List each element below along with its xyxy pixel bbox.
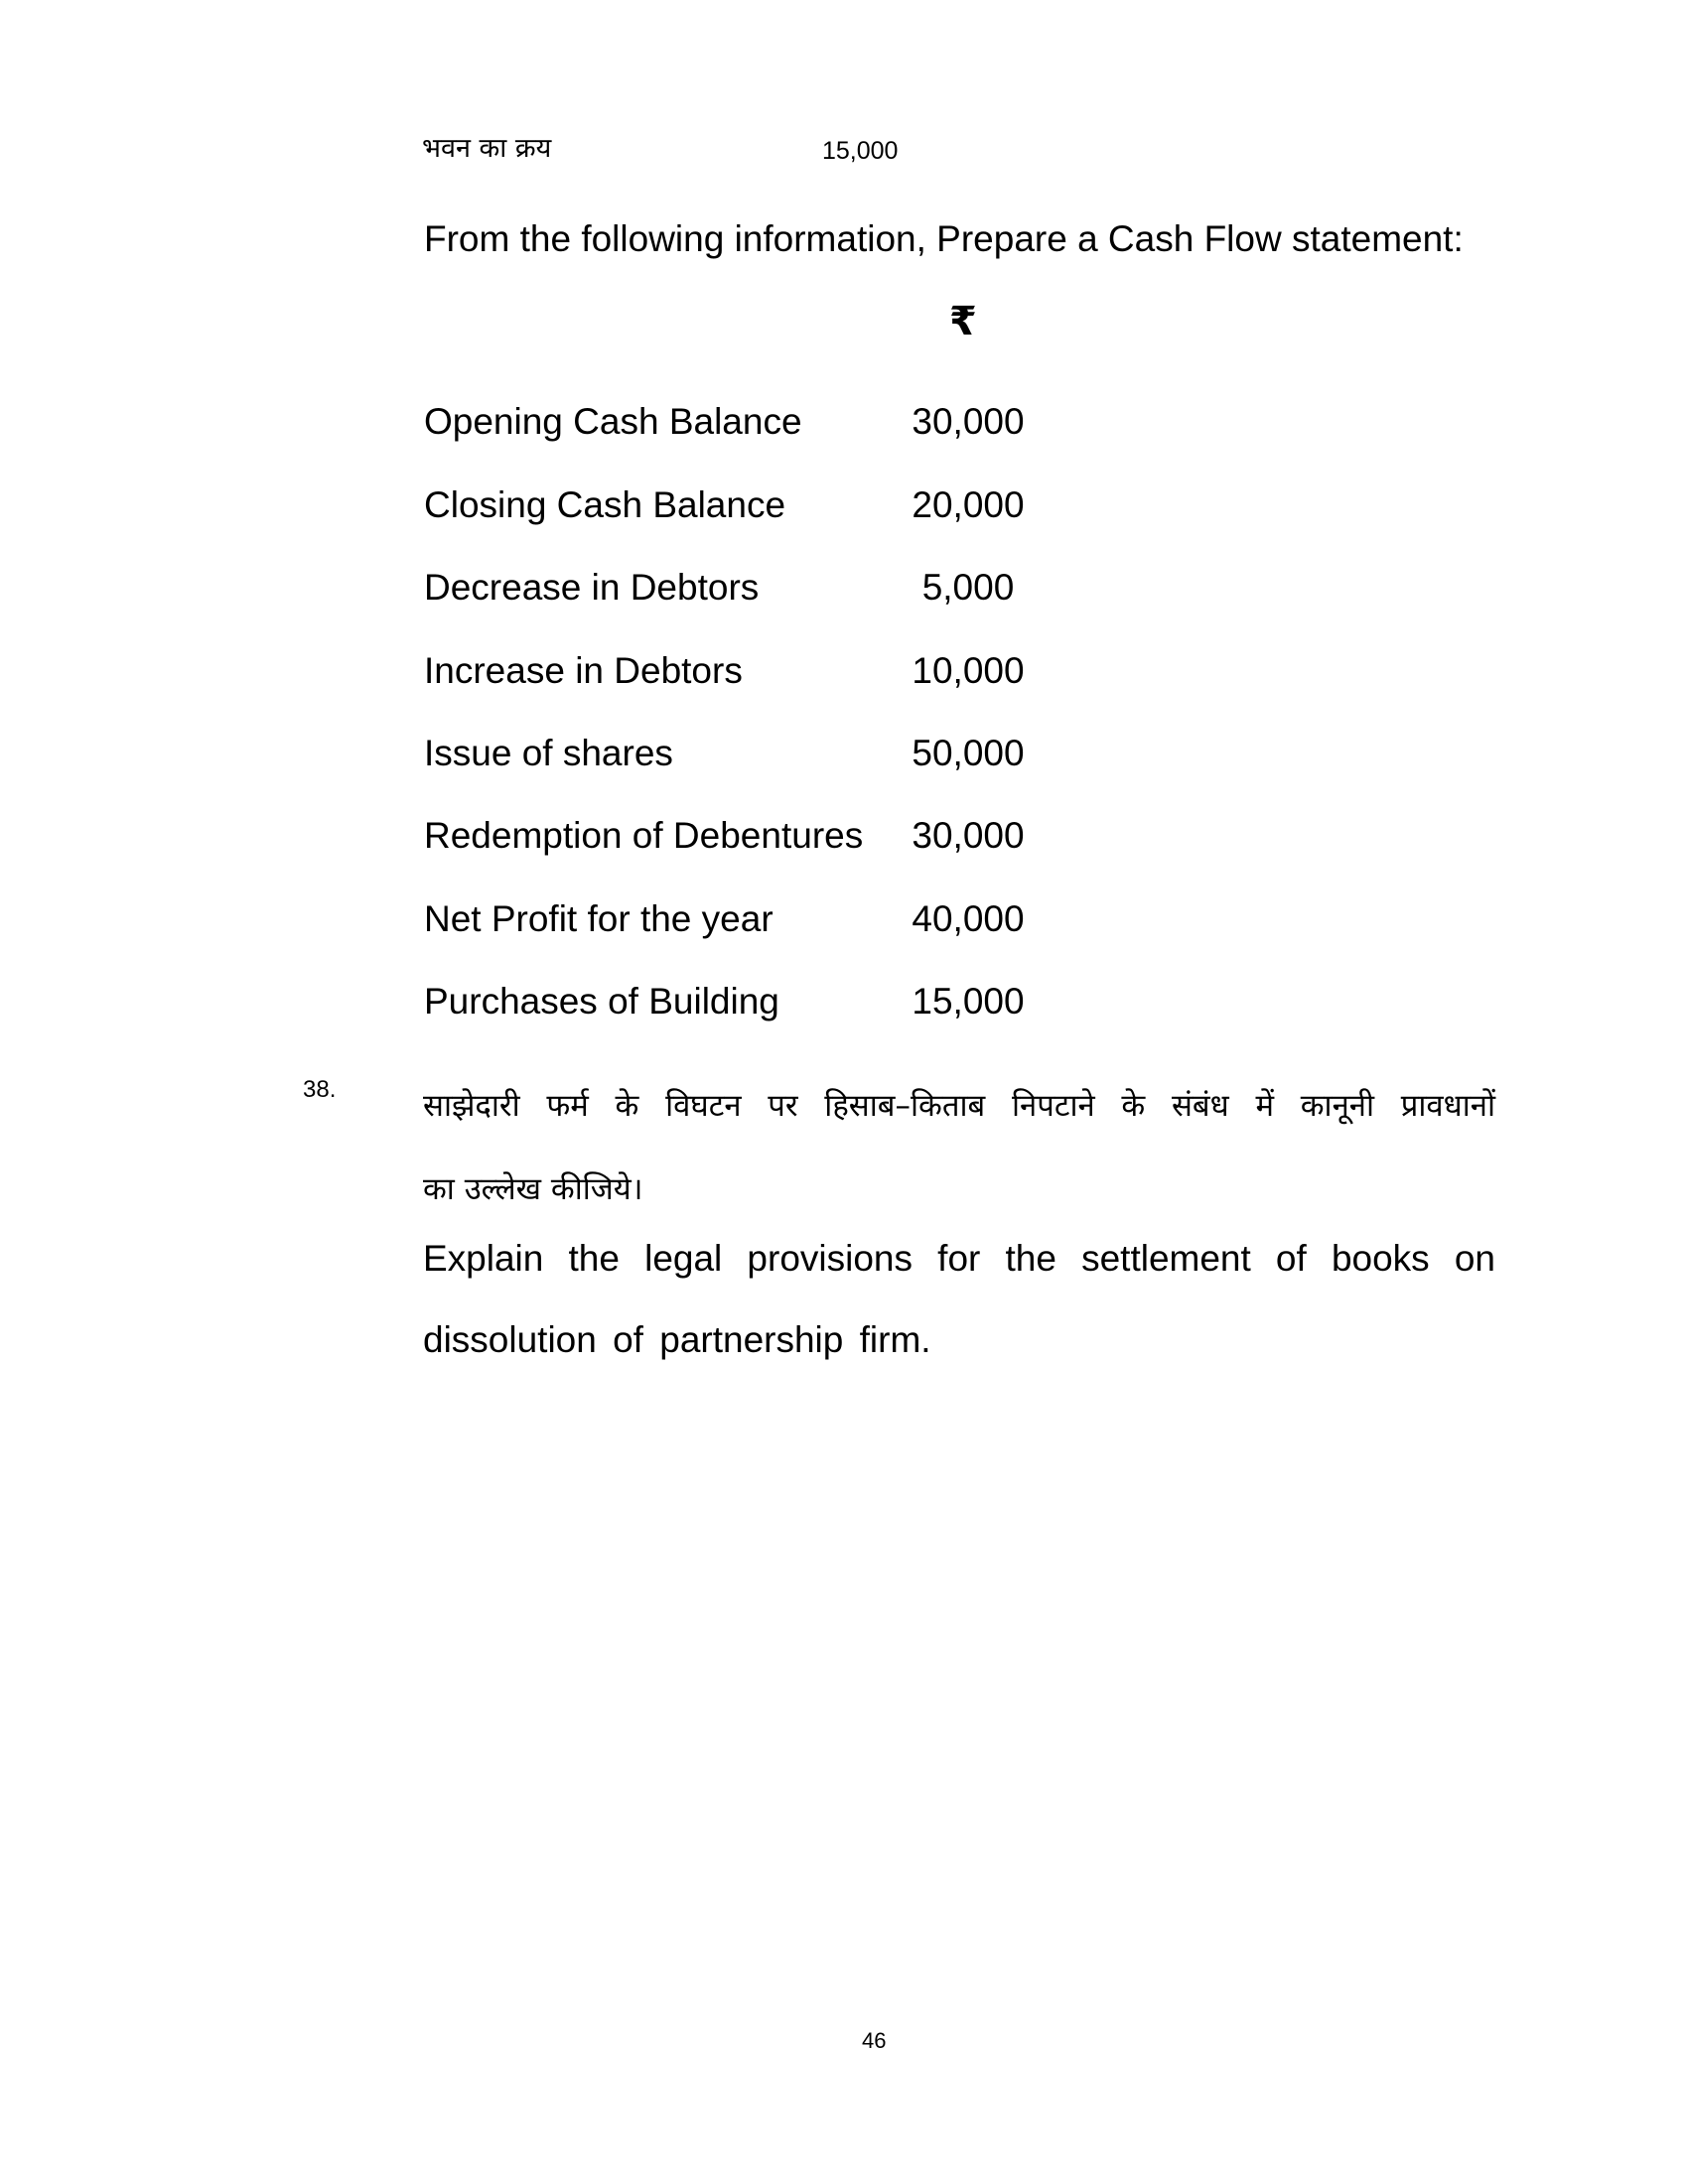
- hindi-line-1: साझेदारी फर्म के विघटन पर हिसाब–किताब निपटाने के संबंध में कानूनी प्रावधानों: [423, 1088, 1495, 1124]
- row-value: 40,000: [912, 898, 1025, 939]
- row-value: 50,000: [912, 733, 1025, 773]
- row-value: 30,000: [912, 815, 1025, 856]
- table-row: [424, 983, 1040, 1023]
- table-row: [424, 817, 1040, 857]
- table-row: [424, 735, 1040, 774]
- question-number: 38.: [303, 1076, 337, 1103]
- page-number: 46: [862, 2028, 887, 2053]
- question-38-english-text: [423, 1218, 1495, 1381]
- question-instruction: From the following information, Prepare a Cash Flow statement:: [424, 218, 1464, 259]
- row-label: Net Profit for the year: [424, 898, 774, 939]
- table-row: [424, 569, 1040, 609]
- previous-item-label: भवन का क्रय: [422, 133, 552, 164]
- row-label: Increase in Debtors: [424, 650, 743, 691]
- rupee-icon: ₹: [949, 299, 977, 344]
- table-row: [424, 403, 1040, 443]
- row-value: 10,000: [912, 650, 1025, 691]
- row-label: Redemption of Debentures: [424, 815, 864, 856]
- table-row: [424, 900, 1040, 940]
- row-label: Purchases of Building: [424, 981, 779, 1022]
- row-value: 5,000: [921, 567, 1015, 608]
- english-line-2: dissolution of partnership firm.: [423, 1319, 931, 1360]
- table-row: [424, 486, 1040, 526]
- row-label: Opening Cash Balance: [424, 401, 802, 442]
- english-line-1: Explain the legal provisions for the settlement of books on: [423, 1238, 1495, 1279]
- row-value: 30,000: [912, 401, 1025, 442]
- question-38-hindi-text: [423, 1064, 1495, 1231]
- hindi-line-2: का उल्लेख कीजिये।: [423, 1171, 643, 1207]
- row-value: 20,000: [912, 484, 1025, 525]
- table-row: [424, 652, 1040, 692]
- row-label: Issue of shares: [424, 733, 673, 773]
- row-value: 15,000: [912, 981, 1025, 1022]
- previous-item-value: 15,000: [822, 137, 899, 165]
- row-label: Closing Cash Balance: [424, 484, 786, 525]
- row-label: Decrease in Debtors: [424, 567, 760, 608]
